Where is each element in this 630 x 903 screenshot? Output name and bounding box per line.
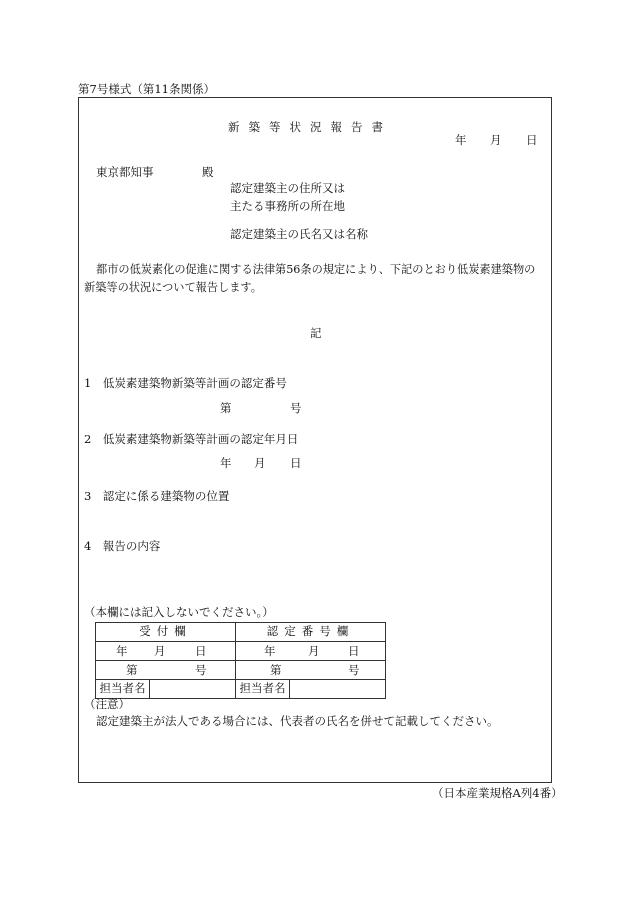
office-note: （本欄には記入しないでください。） (84, 605, 274, 619)
date-day: 日 (526, 133, 538, 147)
item-4-label: 4 報告の内容 (84, 539, 161, 553)
office-header-row (96, 623, 386, 642)
reception-month: 月 (154, 644, 166, 658)
cert-staff-label: 担当者名 (236, 680, 290, 699)
item-1-go: 号 (290, 401, 302, 415)
reception-dai: 第 (126, 663, 138, 677)
date-month: 月 (490, 133, 502, 147)
cert-go: 号 (348, 663, 360, 677)
cert-number-cell[interactable] (236, 661, 386, 680)
reception-year: 年 (116, 644, 128, 658)
cert-year: 年 (264, 644, 276, 658)
addressee-name: 東京都知事 (96, 165, 154, 179)
reception-go: 号 (195, 663, 207, 677)
cert-staff-field[interactable] (290, 680, 386, 699)
applicant-name-label: 認定建築主の氏名又は名称 (230, 227, 368, 241)
addressee-honorific: 殿 (202, 165, 214, 179)
cert-date-cell[interactable] (236, 642, 386, 661)
reception-day: 日 (195, 644, 207, 658)
ki-heading: 記 (310, 326, 322, 340)
item-2-day: 日 (290, 456, 302, 470)
item-1-label: 1 低炭素建築物新築等計画の認定番号 (84, 376, 287, 390)
reception-header: 受付欄 (96, 623, 236, 642)
reception-date-cell[interactable] (96, 642, 236, 661)
item-2-label: 2 低炭素建築物新築等計画の認定年月日 (84, 432, 299, 446)
date-year: 年 (455, 133, 467, 147)
cert-dai: 第 (270, 663, 282, 677)
item-2-month: 月 (254, 456, 266, 470)
intro-line-1: 都市の低炭素化の促進に関する法律第56条の規定により、下記のとおり低炭素建築物の (96, 263, 536, 276)
notes-heading: （注意） (84, 697, 130, 711)
reception-staff-label: 担当者名 (96, 680, 150, 699)
document-title: 新築等状況報告書 (228, 120, 392, 134)
office-number-row (96, 661, 386, 680)
item-1-dai: 第 (220, 401, 232, 415)
cert-month: 月 (308, 644, 320, 658)
item-2-year: 年 (220, 456, 232, 470)
footer-standard: （日本産業規格A列4番） (432, 786, 563, 800)
applicant-address-label-2: 主たる事務所の所在地 (230, 199, 345, 213)
office-date-row (96, 642, 386, 661)
item-3-label: 3 認定に係る建築物の位置 (84, 489, 230, 503)
form-number: 第7号様式（第11条関係） (78, 82, 215, 96)
cert-day: 日 (348, 644, 360, 658)
office-use-table (95, 622, 386, 699)
cert-number-header: 認定番号欄 (236, 623, 386, 642)
notes-text: 認定建築主が法人である場合には、代表者の氏名を併せて記載してください。 (96, 714, 499, 728)
intro-line-2: 新築等の状況について報告します。 (84, 281, 262, 294)
reception-staff-field[interactable] (150, 680, 236, 699)
office-staff-row (96, 680, 386, 699)
reception-number-cell[interactable] (96, 661, 236, 680)
applicant-address-label-1: 認定建築主の住所又は (230, 181, 345, 195)
